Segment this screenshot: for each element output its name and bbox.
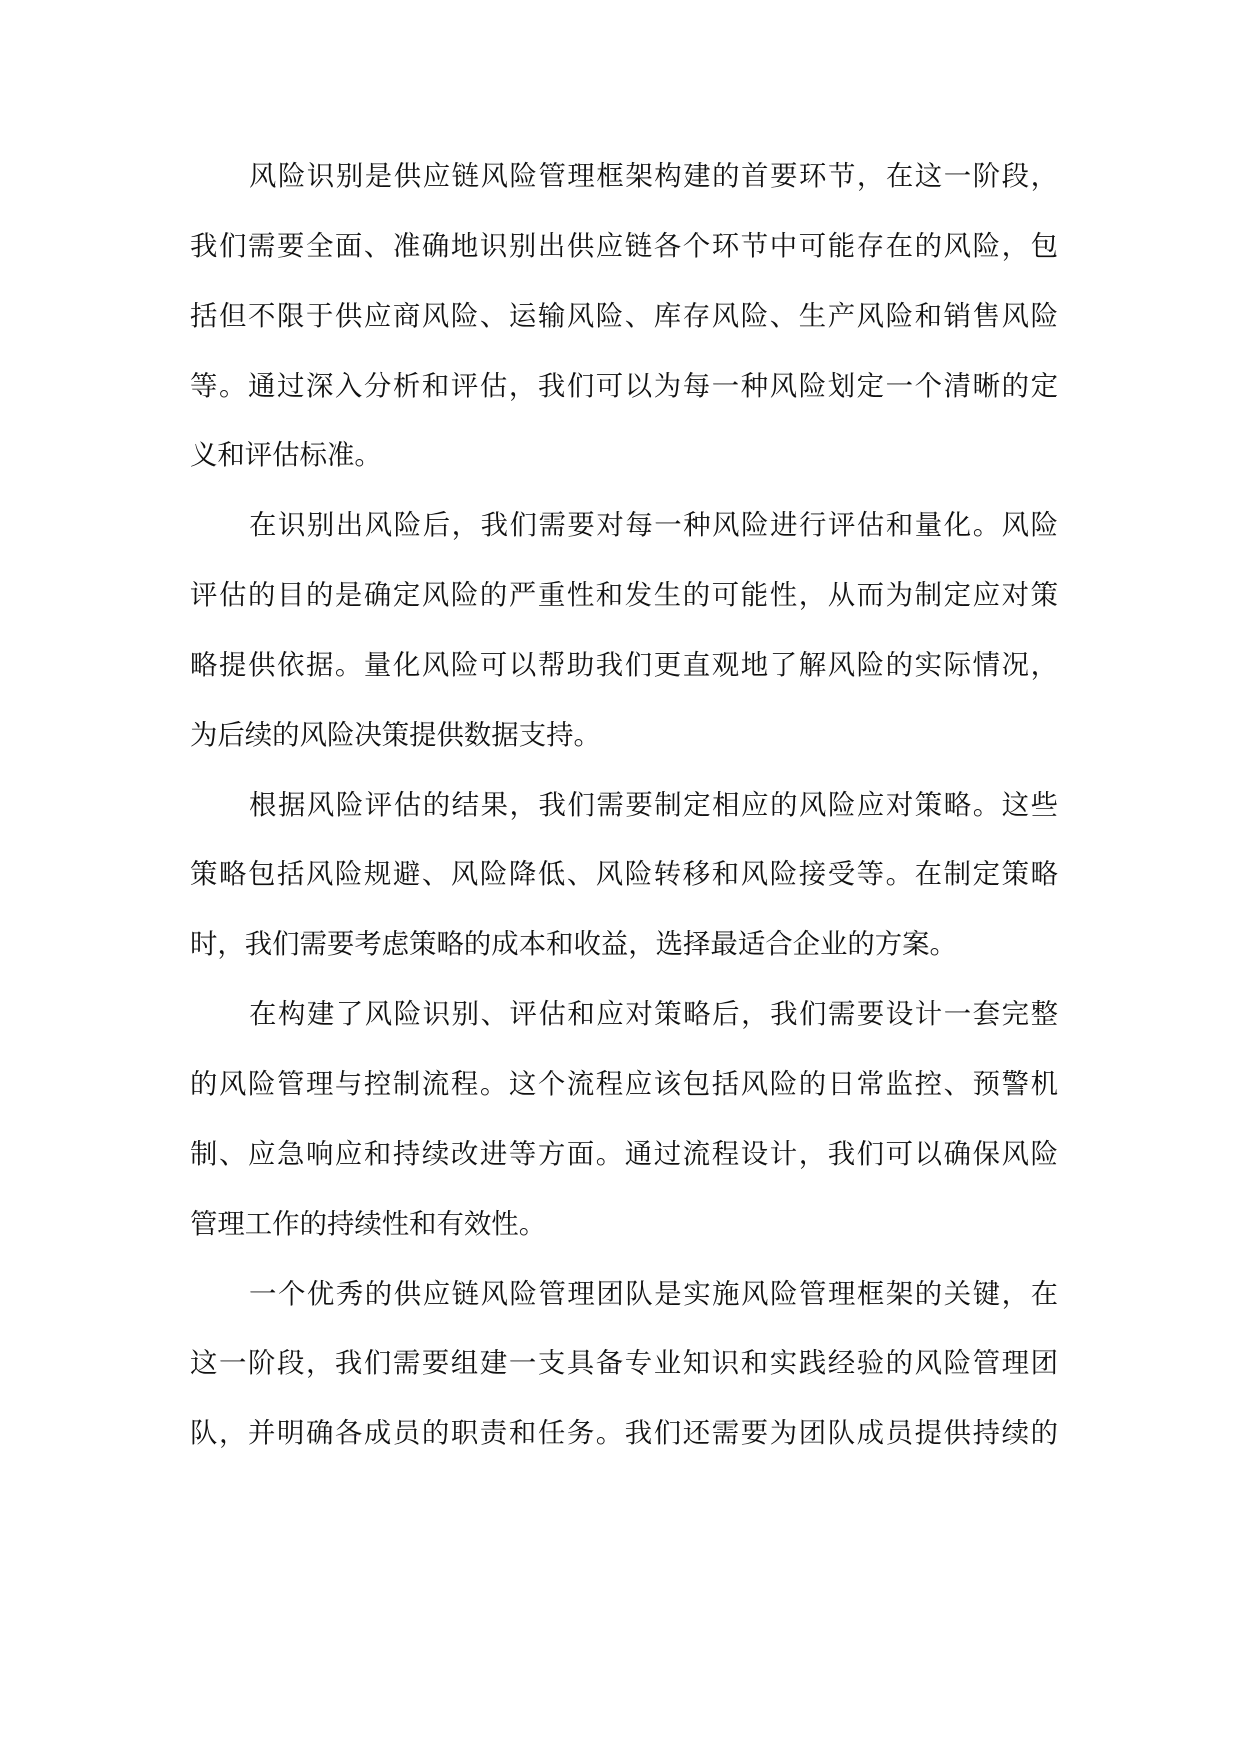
paragraph-5-line-2: 这一阶段，我们需要组建一支具备专业知识和实践经验的风险管理团: [190, 1348, 1058, 1380]
paragraph-5-line-3: 队，并明确各成员的职责和任务。我们还需要为团队成员提供持续的: [190, 1418, 1058, 1450]
paragraph-3-line-1: 根据风险评估的结果，我们需要制定相应的风险应对策略。这些: [249, 789, 1058, 821]
paragraph-4-line-4: 管理工作的持续性和有效性。: [190, 1208, 547, 1240]
paragraph-4-line-3: 制、应急响应和持续改进等方面。通过流程设计，我们可以确保风险: [190, 1138, 1058, 1170]
document-body: [190, 142, 1058, 1469]
paragraph-1-line-1: 风险识别是供应链风险管理框架构建的首要环节，在这一阶段，: [249, 161, 1058, 192]
paragraph-1-line-4: 等。通过深入分析和评估，我们可以为每一种风险划定一个清晰的定: [190, 370, 1058, 402]
paragraph-2-line-1: 在识别出风险后，我们需要对每一种风险进行评估和量化。风险: [249, 510, 1058, 542]
paragraph-4-line-1: 在构建了风险识别、评估和应对策略后，我们需要设计一套完整: [249, 999, 1058, 1031]
paragraph-3-line-2: 策略包括风险规避、风险降低、风险转移和风险接受等。在制定策略: [190, 859, 1058, 891]
paragraph-1-line-5: 义和评估标准。: [190, 440, 382, 472]
paragraph-3-line-3: 时，我们需要考虑策略的成本和收益，选择最适合企业的方案。: [190, 929, 957, 961]
paragraph-2-line-2: 评估的目的是确定风险的严重性和发生的可能性，从而为制定应对策: [190, 580, 1058, 612]
paragraph-5-line-1: 一个优秀的供应链风险管理团队是实施风险管理框架的关键，在: [249, 1278, 1058, 1310]
paragraph-2-line-3: 略提供依据。量化风险可以帮助我们更直观地了解风险的实际情况，: [190, 649, 1058, 681]
paragraph-4-line-2: 的风险管理与控制流程。这个流程应该包括风险的日常监控、预警机: [190, 1068, 1058, 1100]
paragraph-1-line-3: 括但不限于供应商风险、运输风险、库存风险、生产风险和销售风险: [190, 300, 1058, 332]
paragraph-2-line-4: 为后续的风险决策提供数据支持。: [190, 719, 601, 751]
paragraph-1-line-2: 我们需要全面、准确地识别出供应链各个环节中可能存在的风险，包: [190, 230, 1058, 262]
